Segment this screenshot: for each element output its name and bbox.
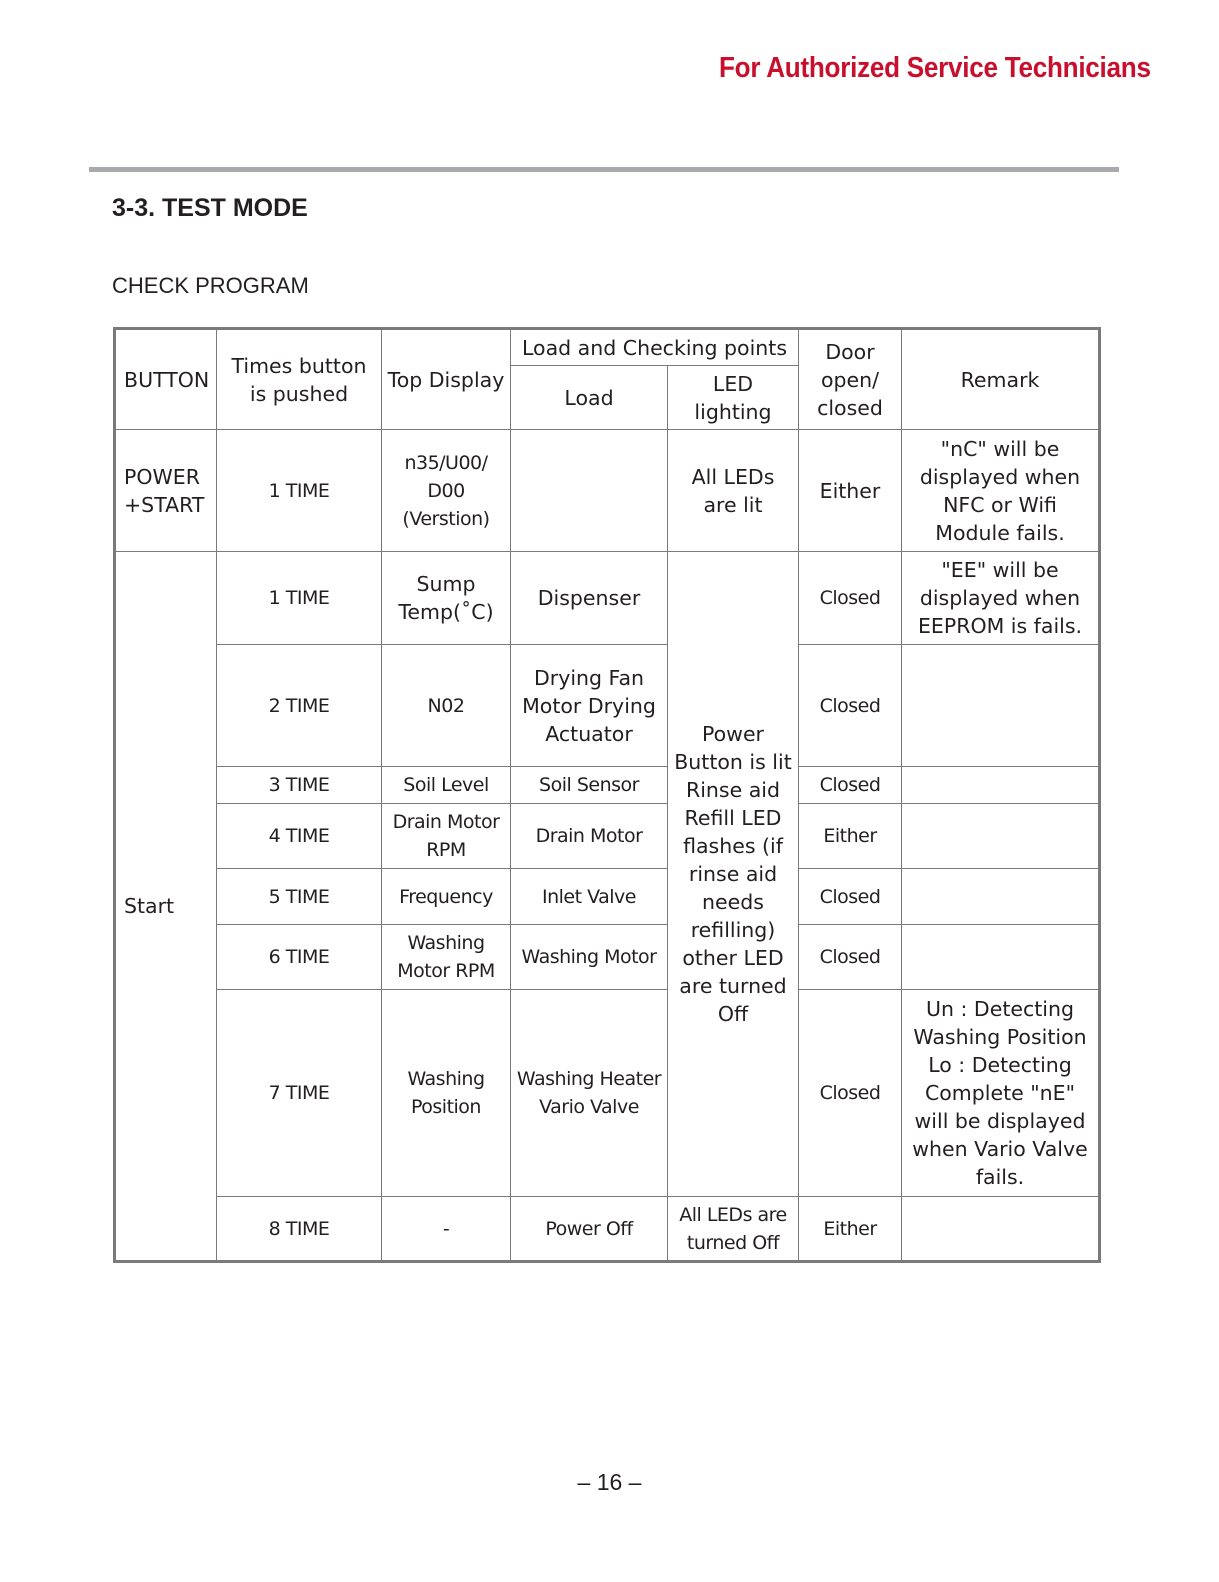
times-cell: 4 TIME <box>217 804 382 869</box>
header-remark: Remark <box>902 329 1100 430</box>
check-program-table <box>113 327 1101 1263</box>
load-cell: Power Off <box>511 1197 668 1262</box>
section-title: 3-3. TEST MODE <box>112 194 308 222</box>
display-cell: Washing Position <box>382 990 511 1197</box>
remark-cell <box>902 645 1100 767</box>
times-cell: 1 TIME <box>217 430 382 552</box>
table-row <box>115 767 1100 804</box>
door-cell: Either <box>799 804 902 869</box>
remark-cell <box>902 869 1100 925</box>
load-cell: Inlet Valve <box>511 869 668 925</box>
remark-cell: "nC" will be displayed when NFC or Wifi Module fails. <box>902 430 1100 552</box>
header-load-checking-points: Load and Checking points <box>511 329 799 366</box>
load-cell: Soil Sensor <box>511 767 668 804</box>
led-cell: All LEDs are turned Off <box>668 1197 799 1262</box>
load-cell: Drying Fan Motor Drying Actuator <box>511 645 668 767</box>
door-cell: Closed <box>799 552 902 645</box>
header-times: Times button is pushed <box>217 329 382 430</box>
times-cell: 5 TIME <box>217 869 382 925</box>
led-cell: All LEDs are lit <box>668 430 799 552</box>
table-row <box>115 925 1100 990</box>
table-row <box>115 430 1100 552</box>
remark-cell <box>902 1197 1100 1262</box>
display-cell: n35/U00/ D00 (Verstion) <box>382 430 511 552</box>
times-cell: 3 TIME <box>217 767 382 804</box>
header-top-display: Top Display <box>382 329 511 430</box>
load-cell: Drain Motor <box>511 804 668 869</box>
table-row <box>115 990 1100 1197</box>
button-cell: POWER +START <box>115 430 217 552</box>
table-row <box>115 645 1100 767</box>
table-row <box>115 804 1100 869</box>
display-cell: Drain Motor RPM <box>382 804 511 869</box>
display-cell: Soil Level <box>382 767 511 804</box>
times-cell: 2 TIME <box>217 645 382 767</box>
display-cell: Washing Motor RPM <box>382 925 511 990</box>
times-cell: 8 TIME <box>217 1197 382 1262</box>
audience-header: For Authorized Service Technicians <box>719 52 1151 84</box>
times-cell: 1 TIME <box>217 552 382 645</box>
door-cell: Either <box>799 1197 902 1262</box>
header-door: Door open/ closed <box>799 329 902 430</box>
door-cell: Closed <box>799 645 902 767</box>
times-cell: 6 TIME <box>217 925 382 990</box>
table-row <box>115 1197 1100 1262</box>
door-cell: Closed <box>799 869 902 925</box>
door-cell: Closed <box>799 990 902 1197</box>
button-cell: Start <box>115 552 217 1262</box>
display-cell: Sump Temp(˚C) <box>382 552 511 645</box>
load-cell: Washing Motor <box>511 925 668 990</box>
display-cell: Frequency <box>382 869 511 925</box>
section-subtitle: CHECK PROGRAM <box>112 273 309 298</box>
header-led: LED lighting <box>668 366 799 430</box>
door-cell: Either <box>799 430 902 552</box>
header-load: Load <box>511 366 668 430</box>
table-row <box>115 552 1100 645</box>
display-cell: N02 <box>382 645 511 767</box>
header-divider <box>89 167 1119 172</box>
load-cell <box>511 430 668 552</box>
remark-cell: "EE" will be displayed when EEPROM is fails. <box>902 552 1100 645</box>
header-row <box>115 329 1100 366</box>
page-number: – 16 – <box>577 1469 642 1495</box>
remark-cell <box>902 767 1100 804</box>
remark-cell <box>902 804 1100 869</box>
led-cell: Power Button is lit Rinse aid Refill LED flashes (if rinse aid needs refilling) other LED are turned Off <box>668 552 799 1197</box>
display-cell: - <box>382 1197 511 1262</box>
header-button: BUTTON <box>115 329 217 430</box>
remark-cell <box>902 925 1100 990</box>
table-row <box>115 869 1100 925</box>
remark-cell: Un : Detecting Washing Position Lo : Detecting Complete "nE" will be displayed when Vario Valve fails. <box>902 990 1100 1197</box>
door-cell: Closed <box>799 925 902 990</box>
times-cell: 7 TIME <box>217 990 382 1197</box>
load-cell: Washing Heater Vario Valve <box>511 990 668 1197</box>
load-cell: Dispenser <box>511 552 668 645</box>
door-cell: Closed <box>799 767 902 804</box>
